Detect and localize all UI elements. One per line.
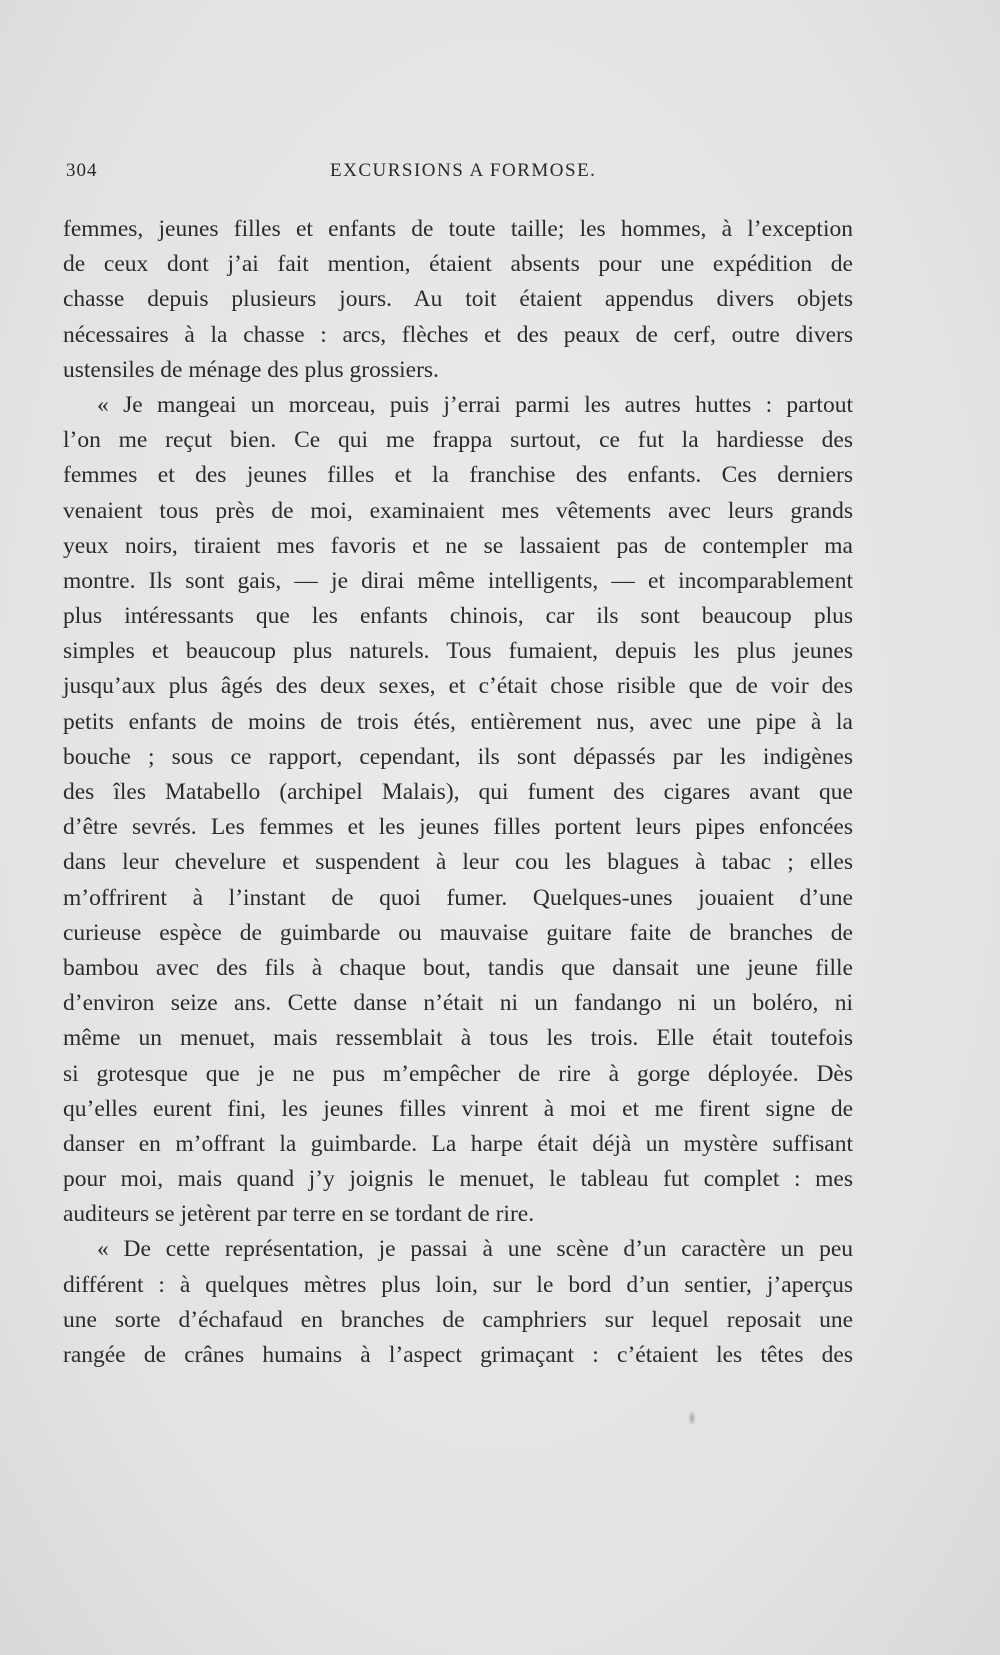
text-line: petits enfants de moins de trois étés, entièrement nus, avec une pipe à la: [63, 708, 853, 735]
text-line: m’offrirent à l’instant de quoi fumer. Quelques-unes jouaient d’une: [63, 884, 853, 911]
running-title: EXCURSIONS A FORMOSE.: [330, 160, 597, 181]
text-line: qu’elles eurent fini, les jeunes filles vinrent à moi et me firent signe de: [63, 1095, 853, 1122]
text-line: bambou avec des fils à chaque bout, tandis que dansait une jeune fille: [63, 954, 853, 981]
text-line: bouche ; sous ce rapport, cependant, ils sont dépassés par les indigènes: [63, 743, 853, 770]
text-line: femmes, jeunes filles et enfants de toute taille; les hommes, à l’exception: [63, 216, 853, 242]
text-line: différent : à quelques mètres plus loin, sur le bord d’un sentier, j’aperçus: [63, 1271, 853, 1298]
text-line: auditeurs se jetèrent par terre en se tordant de rire.: [63, 1201, 535, 1228]
text-line: d’environ seize ans. Cette danse n’était ni un fandango ni un boléro, ni: [63, 990, 853, 1017]
text-line: jusqu’aux plus âgés des deux sexes, et c’était chose risible que de voir des: [63, 673, 853, 700]
text-line: curieuse espèce de guimbarde ou mauvaise guitare faite de branches de: [63, 919, 853, 946]
text-line: de ceux dont j’ai fait mention, étaient absents pour une expédition de: [63, 251, 853, 278]
text-line: « Je mangeai un morceau, puis j’errai parmi les autres huttes : partout: [97, 391, 853, 418]
text-line: ustensiles de ménage des plus grossiers.: [63, 356, 439, 383]
text-line: rangée de crânes humains à l’aspect grimaçant : c’étaient les têtes des: [63, 1342, 853, 1368]
text-line: si grotesque que je ne pus m’empêcher de rire à gorge déployée. Dès: [63, 1060, 853, 1087]
ink-smudge: [688, 1410, 696, 1426]
text-line: dans leur chevelure et suspendent à leur cou les blagues à tabac ; elles: [63, 849, 853, 876]
text-line: pour moi, mais quand j’y joignis le menuet, le tableau fut complet : mes: [63, 1166, 853, 1193]
body-text: [63, 212, 853, 1373]
text-line: nécessaires à la chasse : arcs, flèches et des peaux de cerf, outre divers: [63, 321, 853, 348]
text-line: chasse depuis plusieurs jours. Au toit étaient appendus divers objets: [63, 286, 853, 313]
text-line: une sorte d’échafaud en branches de camphriers sur lequel reposait une: [63, 1306, 853, 1333]
page-number: 304: [66, 160, 98, 181]
text-line: danser en m’offrant la guimbarde. La harpe était déjà un mystère suffisant: [63, 1130, 853, 1157]
text-line: simples et beaucoup plus naturels. Tous fumaient, depuis les plus jeunes: [63, 638, 853, 665]
page-header: [66, 160, 846, 190]
text-line: venaient tous près de moi, examinaient mes vêtements avec leurs grands: [63, 497, 853, 524]
text-line: yeux noirs, tiraient mes favoris et ne se lassaient pas de contempler ma: [63, 532, 853, 559]
text-line: montre. Ils sont gais, — je dirai même intelligents, — et incomparablement: [63, 567, 853, 594]
text-line: d’être sevrés. Les femmes et les jeunes filles portent leurs pipes enfoncées: [63, 814, 853, 841]
text-line: « De cette représentation, je passai à une scène d’un caractère un peu: [97, 1236, 853, 1263]
text-line: l’on me reçut bien. Ce qui me frappa surtout, ce fut la hardiesse des: [63, 427, 853, 454]
text-line: même un menuet, mais ressemblait à tous les trois. Elle était toutefois: [63, 1025, 853, 1052]
text-line: des îles Matabello (archipel Malais), qui fument des cigares avant que: [63, 779, 853, 805]
text-line: plus intéressants que les enfants chinois, car ils sont beaucoup plus: [63, 603, 853, 630]
text-line: femmes et des jeunes filles et la franchise des enfants. Ces derniers: [63, 462, 853, 489]
